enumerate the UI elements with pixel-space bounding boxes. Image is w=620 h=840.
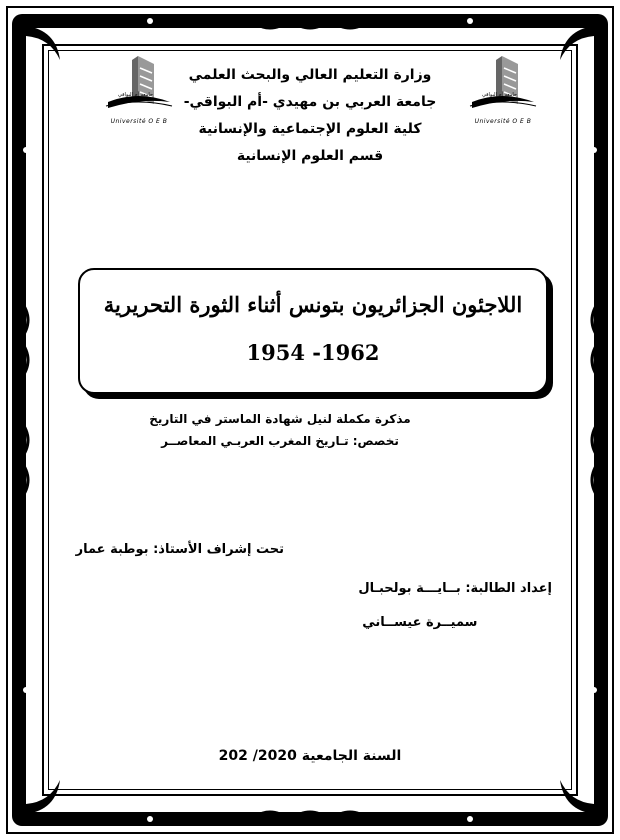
university-building-icon bbox=[462, 52, 544, 118]
logo-caption-left: Université O E B bbox=[110, 118, 168, 125]
student-row-2 bbox=[358, 606, 552, 640]
supervisor: تحت إشراف الأستاذ: بوطبة عمار bbox=[75, 542, 284, 557]
institution-header bbox=[180, 62, 440, 170]
academic-year: السنة الجامعية 2020/ 202 bbox=[218, 748, 402, 764]
ministry-name: وزارة التعليم العالي والبحث العلمي bbox=[188, 67, 432, 83]
student-name-2: سميــرة عيســاني bbox=[362, 615, 478, 630]
thesis-title-box bbox=[78, 268, 548, 394]
thesis-period: 1954 -1962 bbox=[246, 340, 380, 365]
university-name: جامعة العربي بن مهيدي -أم البواقي- bbox=[183, 94, 437, 110]
degree-info bbox=[130, 408, 430, 452]
logo-caption-right: Université O E B bbox=[474, 118, 532, 125]
university-logo-left bbox=[98, 52, 180, 128]
degree-statement: مذكرة مكملة لنيل شهادة الماستر في التاريخ bbox=[149, 412, 411, 426]
department-name: قسم العلوم الإنسانية bbox=[236, 148, 384, 164]
students-block bbox=[358, 572, 552, 640]
university-building-icon bbox=[98, 52, 180, 118]
faculty-name: كلية العلوم الإجتماعية والإنسانية bbox=[198, 121, 422, 137]
specialization: تخصص: تـاريخ المغرب العربـي المعاصــر bbox=[161, 434, 399, 448]
university-logo-right bbox=[462, 52, 544, 128]
thesis-title: اللاجئون الجزائريون بتونس أثناء الثورة التحريرية bbox=[103, 292, 523, 317]
svg-text:جامعة أم البواقي: جامعة أم البواقي bbox=[118, 92, 153, 98]
student-row-1 bbox=[358, 572, 552, 606]
student-name-1: بــايـــة بولحبـال bbox=[358, 581, 461, 596]
svg-text:جامعة أم البواقي: جامعة أم البواقي bbox=[482, 92, 517, 98]
students-label: إعداد الطالبة: bbox=[465, 581, 552, 596]
